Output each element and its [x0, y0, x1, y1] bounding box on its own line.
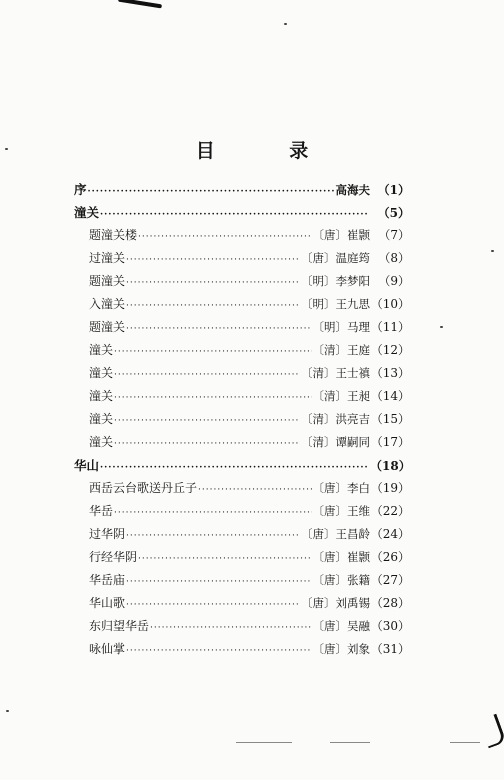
leader-dots — [88, 181, 335, 204]
toc-entry — [74, 477, 410, 500]
leader-dots — [126, 318, 311, 341]
entry-author: 〔明〕马理 — [312, 320, 370, 334]
entry-page: （12） — [370, 343, 410, 357]
toc-entry — [74, 178, 410, 201]
entry-author: 〔清〕谭嗣同 — [301, 435, 370, 449]
entry-page: （31） — [370, 642, 410, 656]
entry-title: 过潼关 — [89, 251, 126, 265]
entry-title: 过华阴 — [89, 527, 126, 541]
entry-page: （18） — [370, 459, 411, 473]
entry-author: 〔明〕王九思 — [301, 297, 370, 311]
entry-page: （15） — [370, 412, 410, 426]
entry-author: 〔唐〕王昌龄 — [301, 527, 370, 541]
entry-author: 〔唐〕刘象 — [312, 642, 370, 656]
entry-author: 〔唐〕刘禹锡 — [301, 596, 370, 610]
entry-title: 华岳 — [89, 504, 114, 518]
leader-dots — [114, 410, 300, 433]
scan-corner-mark — [478, 714, 504, 749]
entry-author: 〔唐〕张籍 — [312, 573, 370, 587]
toc-entry — [74, 385, 410, 408]
entry-page: （1） — [377, 183, 410, 197]
entry-page: （10） — [370, 297, 410, 311]
entry-title: 题潼关 — [89, 274, 126, 288]
entry-page: （7） — [378, 228, 410, 242]
leader-dots — [126, 295, 300, 318]
toc-entry — [74, 431, 410, 454]
entry-title: 华山歌 — [89, 596, 126, 610]
entry-title: 行经华阴 — [89, 550, 138, 564]
page-title: 目 录 — [195, 140, 343, 162]
toc-list — [74, 178, 410, 661]
entry-title: 华山 — [74, 458, 100, 473]
entry-page: （14） — [370, 389, 410, 403]
leader-dots — [114, 387, 311, 410]
entry-title: 潼关 — [89, 366, 114, 380]
toc-entry — [74, 293, 410, 316]
leader-dots — [126, 640, 311, 663]
entry-author: 〔清〕王庭 — [312, 343, 370, 357]
entry-page: （30） — [370, 619, 410, 633]
leader-dots — [126, 525, 300, 548]
entry-page: （11） — [370, 320, 410, 334]
scan-line — [450, 742, 480, 743]
entry-title: 潼关 — [89, 389, 114, 403]
entry-title: 题潼关楼 — [89, 228, 138, 242]
entry-author: 〔唐〕崔颢 — [312, 550, 370, 564]
entry-page: （19） — [370, 481, 410, 495]
leader-dots — [126, 249, 300, 272]
entry-author: 〔唐〕吴融 — [312, 619, 370, 633]
toc-entry — [74, 247, 410, 270]
toc-entry — [74, 454, 410, 477]
entry-page: （13） — [370, 366, 410, 380]
entry-title: 潼关 — [89, 435, 114, 449]
entry-title: 入潼关 — [89, 297, 126, 311]
entry-title: 华岳庙 — [89, 573, 126, 587]
entry-author: 〔唐〕李白 — [312, 481, 370, 495]
entry-page: （8） — [378, 251, 410, 265]
entry-page: （26） — [370, 550, 410, 564]
leader-dots — [114, 502, 311, 525]
entry-title: 西岳云台歌送丹丘子 — [89, 481, 198, 495]
entry-author: 〔唐〕崔颢 — [312, 228, 370, 242]
leader-dots — [126, 594, 300, 617]
scan-speck — [440, 326, 443, 328]
toc-entry — [74, 500, 410, 523]
leader-dots — [114, 433, 300, 456]
entry-author: 〔清〕王士禛 — [301, 366, 370, 380]
leader-dots — [126, 571, 311, 594]
toc-entry — [74, 270, 410, 293]
leader-dots — [114, 341, 311, 364]
toc-entry — [74, 546, 410, 569]
toc-entry — [74, 339, 410, 362]
entry-author: 〔明〕李梦阳 — [301, 274, 370, 288]
leader-dots — [114, 364, 300, 387]
entry-page: （22） — [370, 504, 410, 518]
entry-title: 序 — [74, 182, 87, 197]
toc-entry — [74, 615, 410, 638]
entry-page: （5） — [377, 206, 410, 220]
scan-speck — [284, 23, 287, 25]
scan-line — [236, 742, 292, 743]
entry-title: 东归望华岳 — [89, 619, 150, 633]
leader-dots — [126, 272, 300, 295]
entry-author: 〔唐〕王维 — [312, 504, 370, 518]
toc-entry — [74, 316, 410, 339]
toc-entry — [74, 201, 410, 224]
toc-entry — [74, 408, 410, 431]
entry-title: 潼关 — [89, 343, 114, 357]
leader-dots — [198, 479, 311, 502]
entry-title: 题潼关 — [89, 320, 126, 334]
entry-author: 〔清〕洪亮吉 — [301, 412, 370, 426]
entry-page: （27） — [370, 573, 410, 587]
leader-dots — [150, 617, 311, 640]
entry-author: 〔清〕王昶 — [312, 389, 370, 403]
entry-page: （28） — [370, 596, 410, 610]
scan-speck — [491, 250, 494, 252]
entry-author: 〔唐〕温庭筠 — [301, 251, 370, 265]
scan-line — [330, 742, 370, 743]
toc-entry — [74, 224, 410, 247]
entry-page: （9） — [378, 274, 410, 288]
scan-mark — [118, 0, 162, 8]
toc-entry — [74, 638, 410, 661]
entry-title: 潼关 — [74, 205, 100, 220]
entry-page: （24） — [370, 527, 410, 541]
toc-entry — [74, 569, 410, 592]
entry-title: 咏仙掌 — [89, 642, 126, 656]
toc-entry — [74, 592, 410, 615]
entry-author: 高海夫 — [335, 183, 370, 197]
entry-page: （17） — [370, 435, 410, 449]
leader-dots — [138, 226, 311, 249]
leader-dots — [138, 548, 311, 571]
toc-entry — [74, 523, 410, 546]
toc-entry — [74, 362, 410, 385]
scan-speck — [6, 710, 9, 712]
entry-title: 潼关 — [89, 412, 114, 426]
